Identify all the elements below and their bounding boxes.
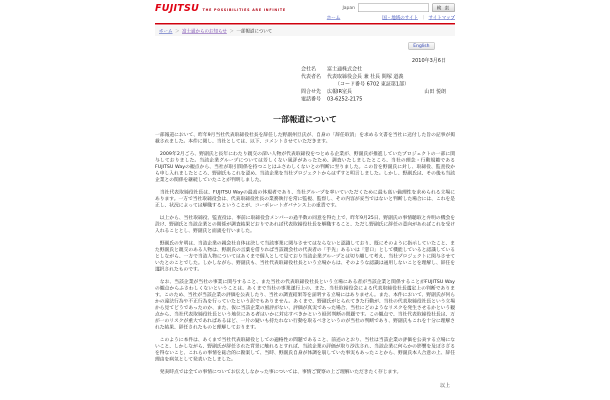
fujitsu-logo-tagline: THE POSSIBILITIES ARE INFINITE bbox=[202, 8, 286, 12]
closing-mark: 以上 bbox=[440, 383, 450, 389]
paragraph-4: 以上から、当社取締役、監査役は、事前に取締役会メンバーの過半数の同意を得た上で、昨年9月25日、野副氏の事情聴取と弁明の機会を設け、野副氏と当該企業との関係が調査結果どおりであれば代表取締役社長を解職すること、ただし野副氏に辞任の意向があればこれを受け入れることとし、野副氏と面談を行いました。 bbox=[155, 215, 455, 234]
company-name-value: 富士通株式会社 bbox=[327, 66, 362, 72]
release-body bbox=[155, 132, 455, 376]
representative-label: 代表者名 bbox=[301, 74, 321, 80]
contact-title: 広報IR室長 bbox=[327, 89, 352, 95]
paragraph-6: なお、当該企業が当社の事業に関与すること、また当社の代表取締役社長という立場にある者が当該企業と関係することがFUJITSU Wayの観点からふさわしくないということは、あくまで当社の事業遂行上の、また、当社取締役会による代表取締役社長選定上の判断であります。このため、当社が当該企業の評価を公表したり、当社の調査結果等を証明する立場にはありません。また、本件において、野副氏が何らかの違法行為や不正行為を行っていたという訳でもありません。あくまで、野副氏がとられてきた行動が、当社の代表取締役社長という立場から見てどうであったのか、また、仮に当該企業の風評がない、評価が真実であった場合、当社にどのようなリスクを発生させるかという観点から、当社代表取締役社長という地位にある者はいかに対応すべきかという経営判断の問題です。この観点で、当社代表取締役社長は、万が一のリスクが重大であればあるほど、一片の疑いも持たれない行動を取るべきというのが当社の判断であり、野副氏もこれを十分に理解された結果、辞任されたものと理解しております。 bbox=[155, 279, 455, 330]
paragraph-2: 2009年2月ごろ、野副氏と長年にわたり親交の深い人物が代表取締役をつとめる企業が、野副氏が推進していたプロジェクトの一部に関与しておりました。当該企業グループについては芳しくない風評があったため、調査いたしましたところ、当社の理念・行動規範であるFUJITSU Wayの観点から、当社が取引関係を持つことはふさわしくないとの判断に至りました。この旨を野副氏に対し、取締役、監査役から申し入れましたところ、野副氏もこれを認め、当該企業を当社プロジェクトからはずすと明言しました。しかし、野副氏は、その後も当該企業との関係を継続していたことが判明しました。 bbox=[155, 151, 455, 183]
breadcrumb-separator: ＞ bbox=[175, 29, 180, 34]
search-input[interactable] bbox=[358, 4, 429, 13]
stock-code-value: （コード番号 6702 東証第1部） bbox=[335, 81, 410, 87]
page-title: 一部報道について bbox=[273, 114, 337, 124]
header-link-country-sites[interactable]: 国・地域のサイト bbox=[382, 15, 418, 21]
region-label: Japan bbox=[342, 5, 355, 11]
phone-row bbox=[301, 96, 446, 104]
links-separator: ｜ bbox=[420, 15, 426, 21]
breadcrumb bbox=[155, 26, 455, 37]
representative-value: 代表取締役会長 兼 社長 間塚 道義 bbox=[327, 74, 404, 80]
paragraph-1: 一部報道において、昨年9月当社代表取締役社長を辞任した野副州旦氏が、自身の「辞任取消」を求める文書を当社に送付した旨の記事が掲載されました。本件に関し、当社としては、以下、コメントさせていただきます。 bbox=[155, 132, 455, 144]
representative-row bbox=[301, 73, 446, 81]
site-header bbox=[155, 4, 455, 21]
paragraph-5: 野副氏の弁明は、当該企業の親会社自体は決して当該事業に関与させてはならないと認識しており、既にそのように指示していたこと、また野副氏と親交のある人物は、野副氏の言葉を借りれば当該親会社の代表者の「手先」あるいは「窓口」として機能していると認識しているとしながら、一方で当該人物についてはあくまで個人として見ており当該企業グループとは切り離して考え、当社プロジェクトに関与させていたとのことでした。しかしながら、野副氏も、当社代表取締役社長という立場からは、そのような認識は通用しないことを理解し、辞任を選択されたものです。 bbox=[155, 240, 455, 272]
search-button[interactable]: 検 索 bbox=[432, 4, 455, 13]
search-bar bbox=[342, 4, 455, 13]
header-links bbox=[327, 14, 455, 21]
breadcrumb-separator: ＞ bbox=[229, 29, 234, 34]
phone-label: 電話番号 bbox=[301, 96, 321, 102]
company-name-row bbox=[301, 66, 446, 74]
contact-row bbox=[301, 88, 446, 96]
phone-number: 03-6252-2175 bbox=[327, 96, 363, 102]
paragraph-8: 発表時点では全ての事情についてお伝えしなかった事については、事情ご賢察の上ご理解いただきたく存じます。 bbox=[155, 369, 402, 375]
fujitsu-logo[interactable] bbox=[155, 4, 286, 14]
fujitsu-logo-text: FUJITSU bbox=[155, 2, 200, 14]
language-switch-row bbox=[155, 42, 455, 50]
company-info-block bbox=[301, 66, 446, 104]
content-column bbox=[155, 0, 455, 389]
stock-code-row bbox=[301, 81, 446, 89]
contact-person: 山田 悦朗 bbox=[424, 89, 446, 95]
breadcrumb-current-page: 一部報道について bbox=[236, 29, 273, 34]
header-red-rule bbox=[155, 23, 455, 25]
header-utility-area bbox=[327, 4, 455, 21]
stock-code-label bbox=[301, 81, 327, 89]
contact-label: 問合せ先 bbox=[301, 89, 321, 95]
release-date: 2010年3月6日 bbox=[411, 58, 446, 64]
header-link-sitemap[interactable]: サイトマップ bbox=[428, 15, 455, 21]
breadcrumb-fujitsu-notices[interactable]: 富士通からのお知らせ bbox=[182, 29, 227, 34]
company-name-label: 会社名 bbox=[301, 66, 316, 72]
paragraph-7: このように本件は、あくまで当社代表取締役としての適格性の問題であること、前述のとおり、当社は当該企業の評価を公表する立場にないこと、しかしながら、野副氏が辞任された背景に触れるとすれば、当該企業の評価が取り沙汰され、当該企業に何らかの影響を及ぼさざるを得ないこと、これらの事情を総合的に勘案して、当時、野副氏自身が体調を崩していた事実もあったことから、野副氏本人合意の上、辞任理由を病気として発表いたしました。 bbox=[155, 337, 455, 362]
english-button[interactable]: English bbox=[408, 42, 435, 50]
paragraph-3: 当社代表取締役社長は、FUJITSU Wayの最高の体現者であり、当社グループを率いていただくために最も高い倫理性を求められる立場にあります。一方で当社取締役会は、代表取締役社長の業務執行を常に監視、監督し、その内容が妥当ではないと判断した場合には、これを是正し、状況によっては解職するということが、コーポレートガバナンス上の重責です。 bbox=[155, 189, 455, 208]
header-link-home[interactable]: ホーム bbox=[326, 15, 341, 21]
breadcrumb-home[interactable]: ホーム bbox=[159, 29, 173, 34]
